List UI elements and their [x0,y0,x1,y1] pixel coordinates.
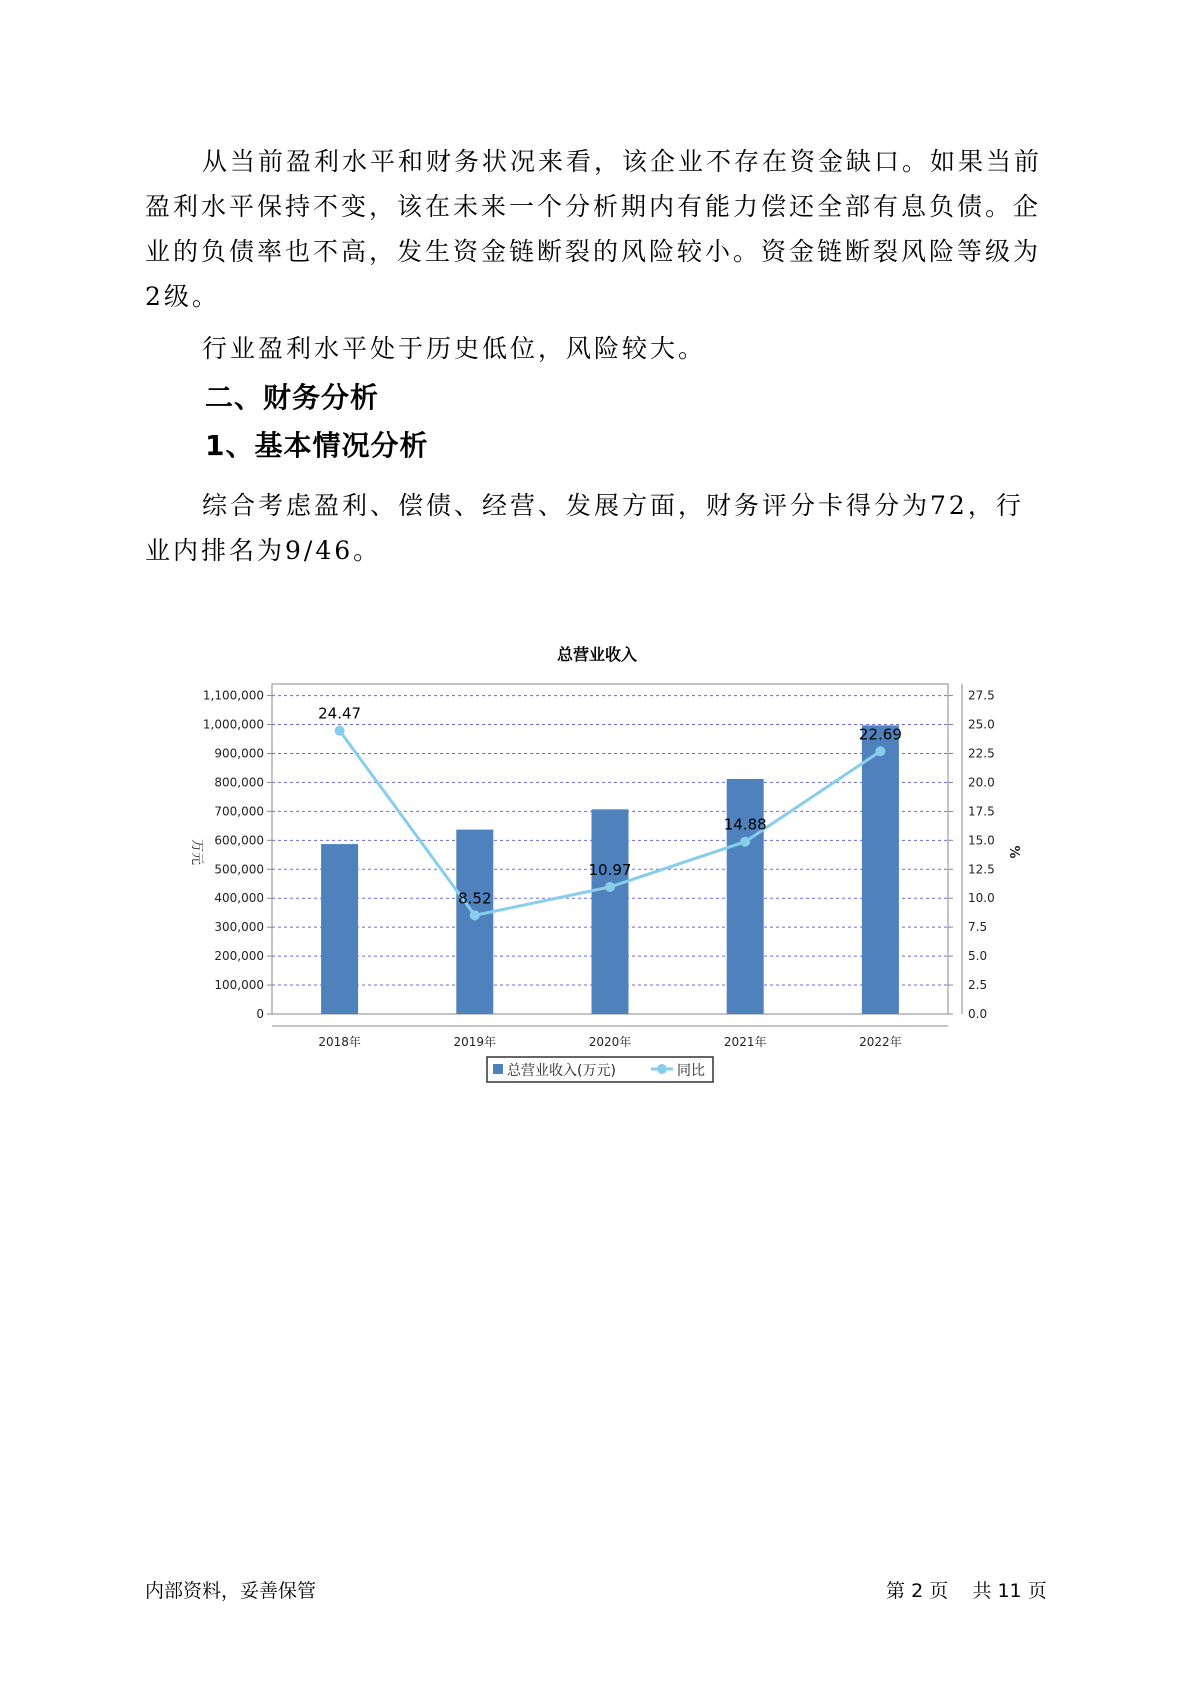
page-unit: 页 [929,1580,949,1602]
y2-tick-label: 12.5 [968,862,995,877]
y-tick-label: 800,000 [214,775,264,790]
y2-tick-label: 0.0 [968,1007,988,1021]
y2-tick-label: 20.0 [968,775,995,790]
revenue-bar [862,725,899,1014]
y-tick-label: 100,000 [214,978,264,993]
y-tick-label: 1,000,000 [202,717,264,732]
y2-tick-label: 7.5 [968,920,988,935]
revenue-bar [456,830,493,1014]
y-tick-label: 900,000 [214,746,264,761]
section-heading: 二、财务分析 [205,381,380,414]
revenue-bar [727,779,764,1014]
footer-confidential: 内部资料，妥善保管 [145,1580,317,1602]
x-tick-label: 2020年 [588,1035,632,1049]
y2-tick-label: 2.5 [968,978,988,993]
y2-axis-label: % [1006,845,1021,859]
paragraph-industry-risk: 行业盈利水平处于历史低位，风险较大。 [202,334,707,363]
yoy-data-label: 22.69 [858,725,902,744]
y2-tick-label: 25.0 [968,717,995,732]
yoy-point [335,726,345,736]
total-number: 11 [997,1580,1022,1602]
y2-tick-label: 27.5 [968,688,995,703]
total-unit: 页 [1027,1580,1047,1602]
chart-title: 总营业收入 [556,645,638,664]
y-tick-label: 200,000 [214,949,264,964]
yoy-data-label: 14.88 [723,815,767,834]
y2-tick-label: 10.0 [968,891,995,906]
yoy-data-label: 10.97 [588,860,632,879]
page-prefix: 第 [886,1580,906,1602]
y2-tick-label: 15.0 [968,833,995,848]
footer-page-info [886,1576,1047,1603]
x-tick-label: 2021年 [723,1035,767,1049]
paragraph-summary: 综合考虑盈利、偿债、经营、发展方面，财务评分卡得分为72，行业内排名为9/46。 [145,491,1024,565]
yoy-data-label: 8.52 [458,889,492,908]
x-tick-label: 2022年 [859,1035,902,1049]
page-number: 2 [911,1580,924,1602]
y2-tick-label: 17.5 [968,804,995,819]
yoy-data-label: 24.47 [318,704,362,723]
x-tick-label: 2018年 [318,1035,361,1049]
y-tick-label: 400,000 [214,891,264,906]
legend-bar-label: 总营业收入(万元) [507,1063,616,1079]
y2-tick-label: 5.0 [968,949,988,964]
yoy-point [470,910,480,920]
yoy-point [605,882,615,892]
y-tick-label: 1,100,000 [202,688,264,703]
legend-line-label: 同比 [677,1063,705,1079]
y-tick-label: 500,000 [214,862,264,877]
y-tick-label: 300,000 [214,920,264,935]
revenue-bar [592,809,629,1014]
y-tick-label: 0 [256,1007,264,1021]
yoy-point [875,746,885,756]
yoy-point [740,837,750,847]
revenue-bar [321,844,358,1014]
total-prefix: 共 [972,1580,992,1602]
legend-bar-swatch [493,1064,503,1074]
y-tick-label: 600,000 [214,833,264,848]
paragraph-funding-gap: 从当前盈利水平和财务状况来看，该企业不存在资金缺口。如果当前盈利水平保持不变，该在未来一个分析期内有能力偿还全部有息负债。企业的负债率也不高，发生资金链断裂的风险较小。资金链断裂风险等级为2级。 [145,147,1043,311]
y2-tick-label: 22.5 [968,746,995,761]
y-tick-label: 700,000 [214,804,264,819]
x-tick-label: 2019年 [453,1035,497,1049]
legend-line-marker [657,1064,667,1074]
y-axis-label: 万元 [189,838,204,866]
subsection-heading: 1、基本情况分析 [205,429,429,462]
